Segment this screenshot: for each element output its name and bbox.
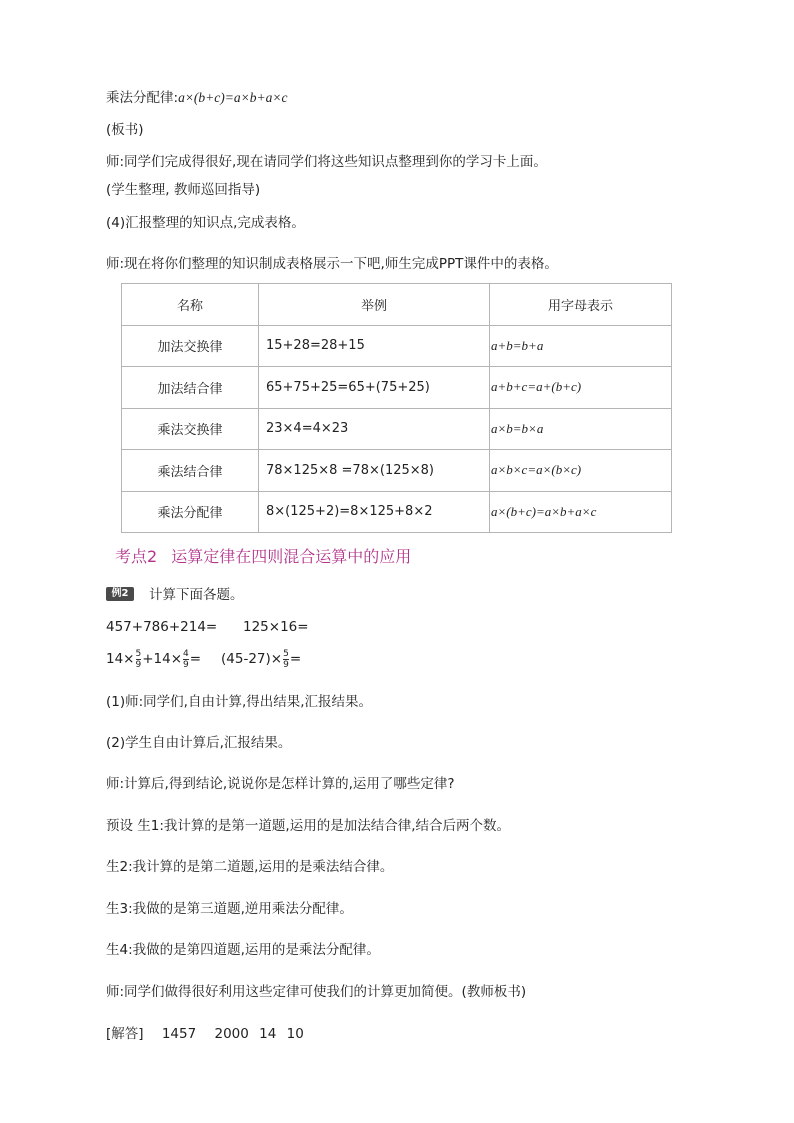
- law-example: 8×(125+2)=8×125+8×2: [259, 491, 490, 533]
- teacher-question: 师:计算后,得到结论,说说你是怎样计算的,运用了哪些定律?: [106, 776, 455, 792]
- example-prompt: 计算下面各题。: [149, 587, 244, 603]
- student-answer-1: 预设 生1:我计算的是第一道题,运用的是加法结合律,结合后两个数。: [106, 818, 511, 834]
- problem-1: 457+786+214=: [106, 619, 218, 635]
- answer-value: 14: [259, 1026, 277, 1042]
- law-letters: a×b=b×a: [490, 408, 672, 450]
- student-answer-4: 生4:我做的是第四道题,运用的是乘法分配律。: [106, 942, 380, 958]
- table-header-row: [122, 284, 672, 326]
- step-4-report: (4)汇报整理的知识点,完成表格。: [106, 215, 305, 231]
- section-title: 运算定律在四则混合运算中的应用: [171, 547, 412, 566]
- law-example: 15+28=28+15: [259, 325, 490, 367]
- board-note: (板书): [106, 122, 144, 138]
- problem-4-part-a: (45-27)×: [221, 651, 283, 667]
- law-letters: a+b=b+a: [490, 325, 672, 367]
- law-letters: a×b×c=a×(b×c): [490, 450, 672, 492]
- teacher-instruction-2: 师:现在将你们整理的知识制成表格展示一下吧,师生完成PPT课件中的表格。: [106, 256, 558, 272]
- discussion-step-1: (1)师:同学们,自由计算,得出结果,汇报结果。: [106, 694, 373, 710]
- student-organize-note: (学生整理, 教师巡回指导): [106, 182, 261, 198]
- problem-3-end: =: [189, 651, 202, 667]
- problem-4: [221, 646, 301, 672]
- table-row: [122, 325, 672, 367]
- answer-line: [106, 1024, 304, 1044]
- table-row: [122, 450, 672, 492]
- law-name: 加法交换律: [122, 325, 259, 367]
- fraction: [183, 649, 189, 670]
- student-answer-3: 生3:我做的是第三道题,逆用乘法分配律。: [106, 901, 353, 917]
- fraction: [136, 649, 142, 670]
- law-example: 78×125×8 =78×(125×8): [259, 450, 490, 492]
- denominator: 9: [283, 659, 289, 670]
- answer-value: 2000: [214, 1026, 249, 1042]
- distributive-law-line: [106, 88, 287, 108]
- table-row: [122, 408, 672, 450]
- discussion-step-2: (2)学生自由计算后,汇报结果。: [106, 735, 292, 751]
- problem-4-end: =: [289, 651, 302, 667]
- numerator: 5: [283, 648, 289, 659]
- answer-label: [解答]: [106, 1026, 144, 1042]
- distributive-law-label: 乘法分配律:: [106, 90, 179, 106]
- teacher-summary: 师:同学们做得很好利用这些定律可使我们的计算更加简便。(教师板书): [106, 984, 527, 1000]
- distributive-law-formula: a×(b+c)=a×b+a×c: [178, 90, 288, 105]
- table-row: [122, 367, 672, 409]
- example-badge: 例2: [106, 587, 134, 601]
- law-letters: a×(b+c)=a×b+a×c: [490, 491, 672, 533]
- table-row: [122, 491, 672, 533]
- denominator: 9: [135, 659, 142, 670]
- law-letters: a+b+c=a+(b+c): [490, 367, 672, 409]
- operation-laws-table: [121, 283, 672, 533]
- law-name: 乘法分配律: [122, 491, 259, 533]
- problem-3-part-mid: +14×: [142, 651, 183, 667]
- header-letters: 用字母表示: [490, 284, 672, 326]
- answer-value: 10: [286, 1026, 304, 1042]
- numerator: 5: [135, 648, 142, 659]
- problem-3: [106, 646, 201, 672]
- law-name: 乘法结合律: [122, 450, 259, 492]
- fraction: [283, 649, 289, 670]
- section-number: 考点2: [115, 547, 158, 566]
- law-example: 23×4=4×23: [259, 408, 490, 450]
- answer-value: 1457: [161, 1026, 197, 1042]
- denominator: 9: [183, 659, 189, 670]
- problem-2: 125×16=: [243, 619, 309, 635]
- header-name: 名称: [122, 284, 259, 326]
- problem-3-part-a: 14×: [106, 651, 135, 667]
- student-answer-2: 生2:我计算的是第二道题,运用的是乘法结合律。: [106, 859, 394, 875]
- numerator: 4: [183, 648, 189, 659]
- header-example: 举例: [259, 284, 490, 326]
- law-example: 65+75+25=65+(75+25): [259, 367, 490, 409]
- section-heading: [115, 544, 411, 567]
- law-name: 加法结合律: [122, 367, 259, 409]
- teacher-instruction-1: 师:同学们完成得很好,现在请同学们将这些知识点整理到你的学习卡上面。: [106, 154, 547, 170]
- law-name: 乘法交换律: [122, 408, 259, 450]
